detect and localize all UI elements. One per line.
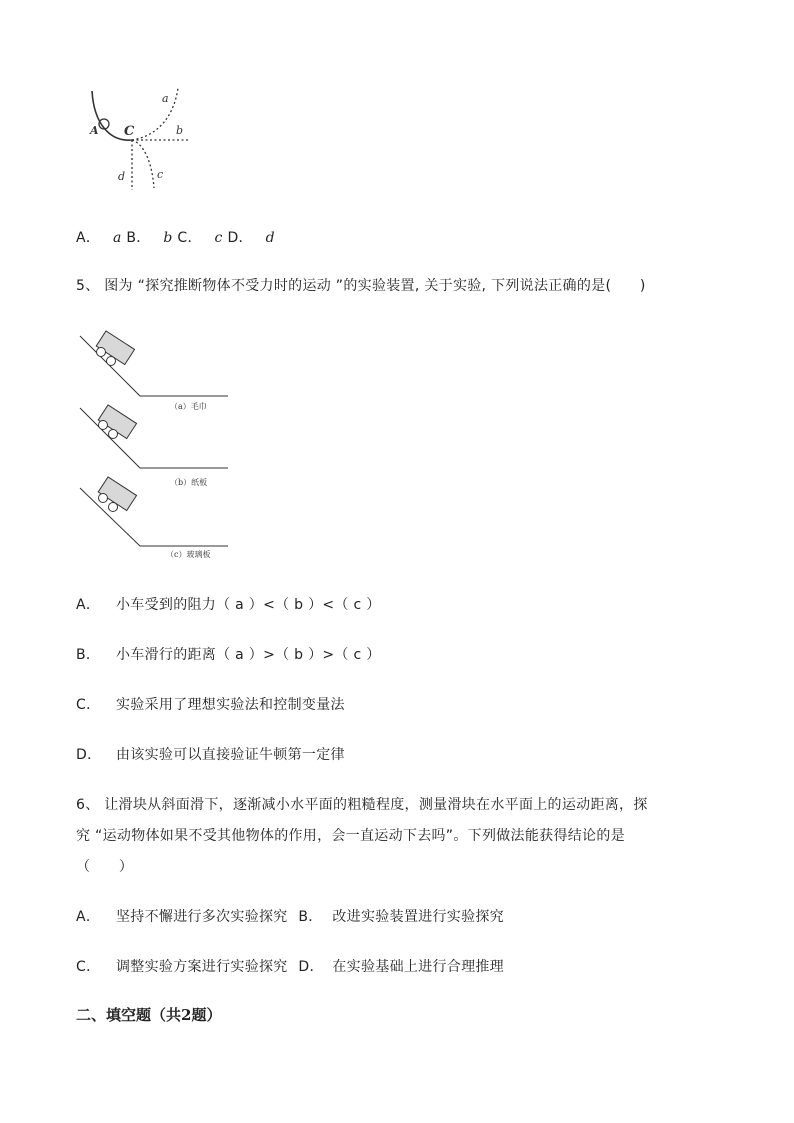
label-a: a [162, 92, 169, 105]
setup-c [80, 477, 228, 559]
q6-option-b-letter: B． [298, 909, 323, 925]
q6-stem-line1: 6、 让滑块从斜面滑下，逐渐减小水平面的粗糙程度，测量滑块在水平面上的运动距离，探 [76, 797, 648, 813]
q6-option-d-letter: D． [298, 959, 324, 975]
label-d: d [118, 170, 126, 183]
q6-stem-line3: （ ） [76, 859, 134, 875]
q5-option-c-letter: C． [76, 697, 101, 713]
incline-experiment-figure [74, 328, 234, 562]
q5-option-a-text: 小车受到的阻力（ a ）<（ b ）<（ c ） [116, 597, 381, 613]
q5-option-a-letter: A． [76, 597, 101, 613]
q5-option-a [76, 594, 381, 614]
q4-option-b-letter: B． [126, 230, 151, 246]
caption-a: （a）毛巾 [170, 402, 207, 411]
q4-option-a-value: a [112, 230, 122, 246]
q6-option-d-text: 在实验基础上进行合理推理 [332, 959, 504, 975]
q6-options-row1 [76, 906, 504, 926]
q6-options-row2 [76, 956, 504, 976]
setup-a [80, 331, 228, 411]
q4-option-a-letter: A． [76, 230, 101, 246]
q6-stem-line2: 究 “运动物体如果不受其他物体的作用，会一直运动下去吗”。下列做法能获得结论的是 [76, 828, 625, 844]
q5-option-d-letter: D． [76, 747, 102, 763]
q4-option-d-letter: D． [227, 230, 253, 246]
path-c [132, 140, 154, 188]
q5-option-b-letter: B． [76, 647, 101, 663]
q5-option-d-text: 由该实验可以直接验证牛顿第一定律 [116, 747, 345, 763]
q4-option-c-letter: C． [177, 230, 202, 246]
path-a [132, 88, 178, 140]
q5-option-b-text: 小车滑行的距离（ a ）>（ b ）>（ c ） [116, 647, 381, 663]
q4-option-c-value: c [214, 230, 223, 246]
q4-options [76, 227, 275, 247]
trajectory-figure [80, 86, 200, 196]
q5-option-c [76, 694, 345, 714]
q4-option-b-value: b [163, 230, 173, 246]
q6-option-a-letter: A． [76, 909, 101, 925]
caption-b: （b）纸板 [170, 478, 208, 487]
q5-stem: 5、 图为 “探究推断物体不受力时的运动 ”的实验装置, 关于实验, 下列说法正确的是( ) [76, 278, 646, 294]
setup-b [80, 405, 228, 487]
section-heading: 二、填空题（共2题） [76, 1006, 222, 1024]
q6-option-c-text: 调整实验方案进行实验探究 [116, 959, 288, 975]
q6-option-b-text: 改进实验装置进行实验探究 [332, 909, 504, 925]
label-c: c [157, 168, 164, 181]
q5-option-c-text: 实验采用了理想实验法和控制变量法 [116, 697, 345, 713]
q5-option-b [76, 644, 381, 664]
label-b: b [176, 124, 184, 137]
q6-option-a-text: 坚持不懈进行多次实验探究 [116, 909, 288, 925]
label-A: A [90, 124, 99, 137]
q6-option-c-letter: C． [76, 959, 101, 975]
label-C: C [124, 124, 135, 139]
caption-c: （c）玻璃板 [166, 550, 211, 559]
q4-option-d-value: d [265, 230, 275, 246]
q5-option-d [76, 744, 345, 764]
